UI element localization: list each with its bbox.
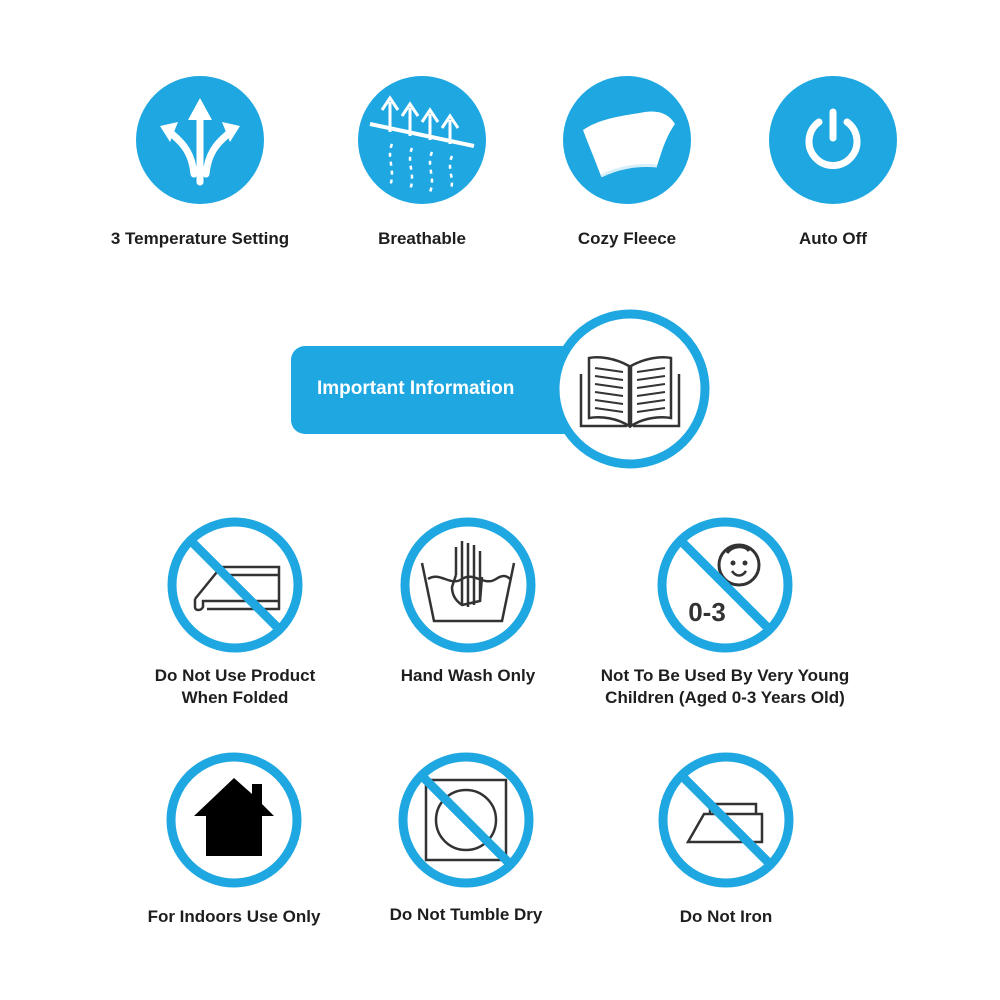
care-label-line1: Hand Wash Only xyxy=(400,666,536,685)
feature-label: Breathable xyxy=(378,229,466,248)
hand-wash-icon xyxy=(400,517,536,653)
feature-auto-off xyxy=(723,74,943,250)
breathable-icon xyxy=(356,74,488,206)
feature-label: Auto Off xyxy=(799,229,867,248)
open-book-icon xyxy=(549,308,711,470)
feature-label: 3 Temperature Setting xyxy=(110,229,290,248)
care-no-iron xyxy=(596,752,856,928)
house-icon xyxy=(166,752,302,888)
arrows-three-way-icon xyxy=(134,74,266,206)
power-icon xyxy=(767,74,899,206)
no-folded-icon xyxy=(167,517,303,653)
feature-label: Cozy Fleece xyxy=(577,229,677,248)
no-tumble-dry-icon xyxy=(398,752,534,888)
feature-temperature xyxy=(90,74,310,250)
care-label-line1: For Indoors Use Only xyxy=(147,907,321,926)
feature-fleece xyxy=(517,74,737,250)
care-no-folded xyxy=(105,517,365,709)
care-hand-wash xyxy=(338,517,598,687)
no-iron-icon xyxy=(658,752,794,888)
care-label-line2: When Folded xyxy=(181,688,289,707)
fleece-icon xyxy=(561,74,693,206)
care-label-line1: Do Not Use Product xyxy=(154,666,316,685)
important-info-banner xyxy=(291,308,711,473)
feature-breathable xyxy=(312,74,532,250)
care-label-line1: Do Not Iron xyxy=(679,907,773,926)
age-text: 0-3 xyxy=(688,597,726,627)
care-label-line2: Children (Aged 0-3 Years Old) xyxy=(605,688,845,707)
no-young-children-icon xyxy=(657,517,793,653)
care-no-tumble-dry xyxy=(336,752,596,926)
care-label-line1: Do Not Tumble Dry xyxy=(389,905,543,924)
care-label-line1: Not To Be Used By Very Young xyxy=(600,666,850,685)
banner-label: Important Information xyxy=(317,378,515,399)
care-indoors xyxy=(104,752,364,928)
care-no-young-children xyxy=(595,517,855,709)
